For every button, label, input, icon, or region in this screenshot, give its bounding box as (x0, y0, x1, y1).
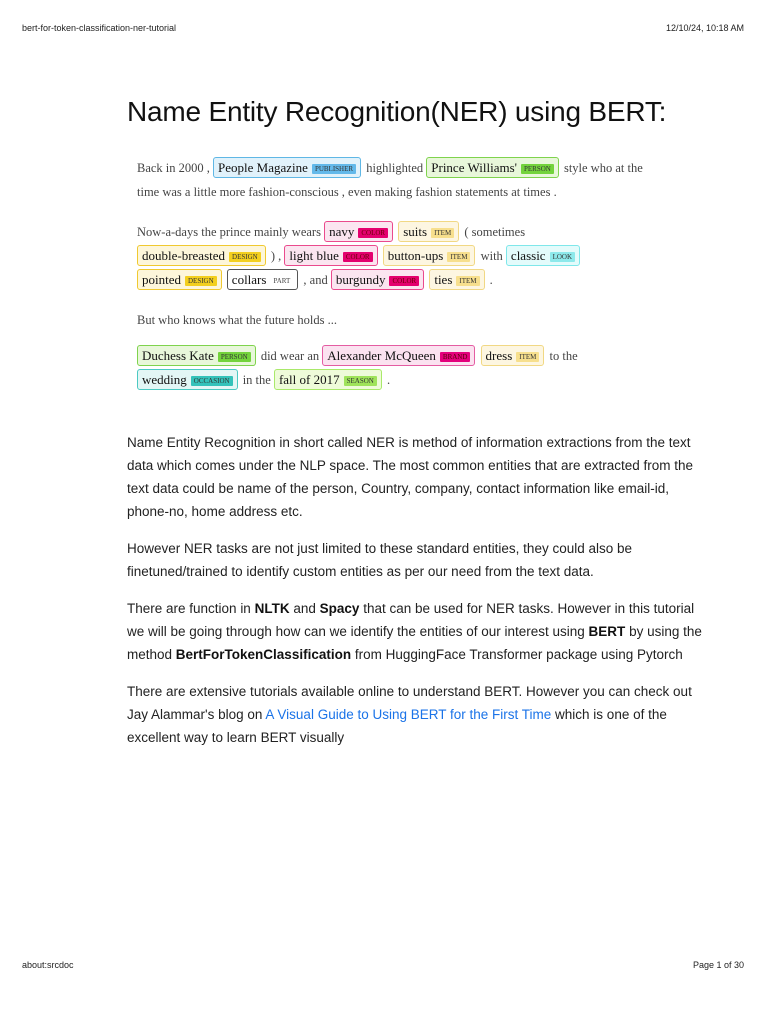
ner-paragraph-3 (137, 308, 657, 332)
entity-duchess-kate (137, 345, 256, 366)
entity-ties (429, 269, 484, 290)
visual-guide-bert-link[interactable]: A Visual Guide to Using BERT for the First Time (265, 707, 552, 722)
ner-text: . (386, 373, 391, 387)
entity-text: classic (510, 248, 546, 263)
entity-label: PERSON (218, 352, 251, 362)
entity-label: PART (270, 276, 293, 286)
entity-text: wedding (142, 372, 187, 387)
entity-button-ups (383, 245, 476, 266)
bold-term-bert: BERT (588, 624, 626, 639)
article-body (127, 431, 707, 763)
entity-text: pointed (142, 272, 181, 287)
entity-burgundy (331, 269, 424, 290)
ner-paragraph-2 (137, 220, 657, 292)
entity-label: DESIGN (185, 276, 217, 286)
ner-text: with (480, 249, 503, 263)
body-text: There are function in (127, 601, 251, 616)
entity-double-breasted (137, 245, 266, 266)
entity-navy (324, 221, 393, 242)
entity-label: COLOR (358, 228, 388, 238)
body-paragraph-3 (127, 597, 707, 666)
header-doc-name: bert-for-token-classification-ner-tutorial (22, 23, 177, 33)
entity-label: BRAND (440, 352, 471, 362)
entity-people-magazine (213, 157, 361, 178)
entity-text: Alexander McQueen (327, 348, 436, 363)
entity-dress (481, 345, 545, 366)
bold-term-nltk: NLTK (254, 601, 290, 616)
ner-text: did wear an (260, 349, 320, 363)
entity-fall-of-2017 (274, 369, 382, 390)
entity-text: Duchess Kate (142, 348, 214, 363)
body-text: by using the method (127, 624, 702, 662)
entity-text: ties (434, 272, 453, 287)
entity-label: LOOK (550, 252, 575, 262)
body-text: There are extensive tutorials available online to understand BERT. However you can check out Jay Alammar's blog on (127, 684, 692, 722)
ner-text: . (489, 273, 493, 287)
body-text: which is one of the excellent way to learn BERT visually (127, 707, 667, 745)
footer-page-number: Page 1 of 30 (692, 960, 744, 970)
entity-collars (227, 269, 299, 290)
entity-wedding (137, 369, 238, 390)
entity-label: PERSON (521, 164, 554, 174)
entity-text: People Magazine (218, 160, 308, 175)
body-paragraph-4 (127, 680, 707, 749)
entity-light-blue (284, 245, 377, 266)
entity-text: suits (403, 224, 428, 239)
entity-text: Prince Williams' (431, 160, 517, 175)
entity-text: button-ups (387, 248, 444, 263)
ner-text: , and (303, 273, 328, 287)
page-title: Name Entity Recognition(NER) using BERT: (127, 96, 667, 127)
bold-term-bertfortokenclassification: BertForTokenClassification (175, 647, 352, 662)
ner-text: style who at the time was a little more fashion-conscious , even making fashion statements at times . (137, 161, 643, 199)
entity-label: ITEM (516, 352, 539, 362)
ner-paragraph-1 (137, 156, 657, 204)
bold-term-spacy: Spacy (319, 601, 360, 616)
entity-classic (506, 245, 580, 266)
body-text: from HuggingFace Transformer package using Pytorch (354, 647, 683, 662)
ner-text: Now-a-days the prince mainly wears (137, 225, 321, 239)
print-footer (22, 960, 744, 970)
entity-text: navy (329, 224, 355, 239)
ner-text: ( sometimes (464, 225, 526, 239)
entity-text: collars (231, 272, 267, 287)
ner-paragraph-4 (137, 344, 657, 392)
entity-label: ITEM (447, 252, 470, 262)
entity-text: double-breasted (142, 248, 226, 263)
entity-label: SEASON (344, 376, 377, 386)
entity-label: COLOR (389, 276, 419, 286)
entity-label: ITEM (431, 228, 454, 238)
entity-text: light blue (289, 248, 339, 263)
header-datetime: 12/10/24, 10:18 AM (665, 23, 744, 33)
footer-source: about:srcdoc (22, 960, 74, 970)
ner-text: highlighted (366, 161, 424, 175)
entity-label: ITEM (456, 276, 479, 286)
ner-text: Back in 2000 , (137, 161, 210, 175)
ner-text: to the (549, 349, 578, 363)
entity-label: DESIGN (229, 252, 261, 262)
body-text: that can be used for NER tasks. However in this tutorial we will be going through how can we identify the entities of our interest using (127, 601, 695, 639)
entity-text: fall of 2017 (278, 372, 340, 387)
ner-text: But who knows what the future holds ... (137, 313, 337, 327)
entity-pointed (137, 269, 222, 290)
entity-alexander-mcqueen (322, 345, 475, 366)
body-paragraph-2: However NER tasks are not just limited to these standard entities, they could also be finetuned/trained to identify custom entities as per our need from the text data. (127, 541, 633, 579)
entity-text: burgundy (335, 272, 386, 287)
print-header (22, 23, 744, 33)
entity-suits (398, 221, 459, 242)
entity-label: PUBLISHER (312, 164, 356, 174)
ner-example-figure (137, 156, 657, 408)
ner-text: in the (242, 373, 271, 387)
entity-label: COLOR (343, 252, 373, 262)
ner-text: ) , (270, 249, 282, 263)
body-text: and (293, 601, 316, 616)
entity-text: dress (485, 348, 513, 363)
body-paragraph-1: Name Entity Recognition in short called NER is method of information extractions from the text data which comes under the NLP space. The most common entities that are extracted from the text data could be name of the person, Country, company, contact information like email-id, phone-no, home address etc. (127, 435, 694, 519)
entity-prince-williams (426, 157, 559, 178)
entity-label: OCCASION (191, 376, 233, 386)
